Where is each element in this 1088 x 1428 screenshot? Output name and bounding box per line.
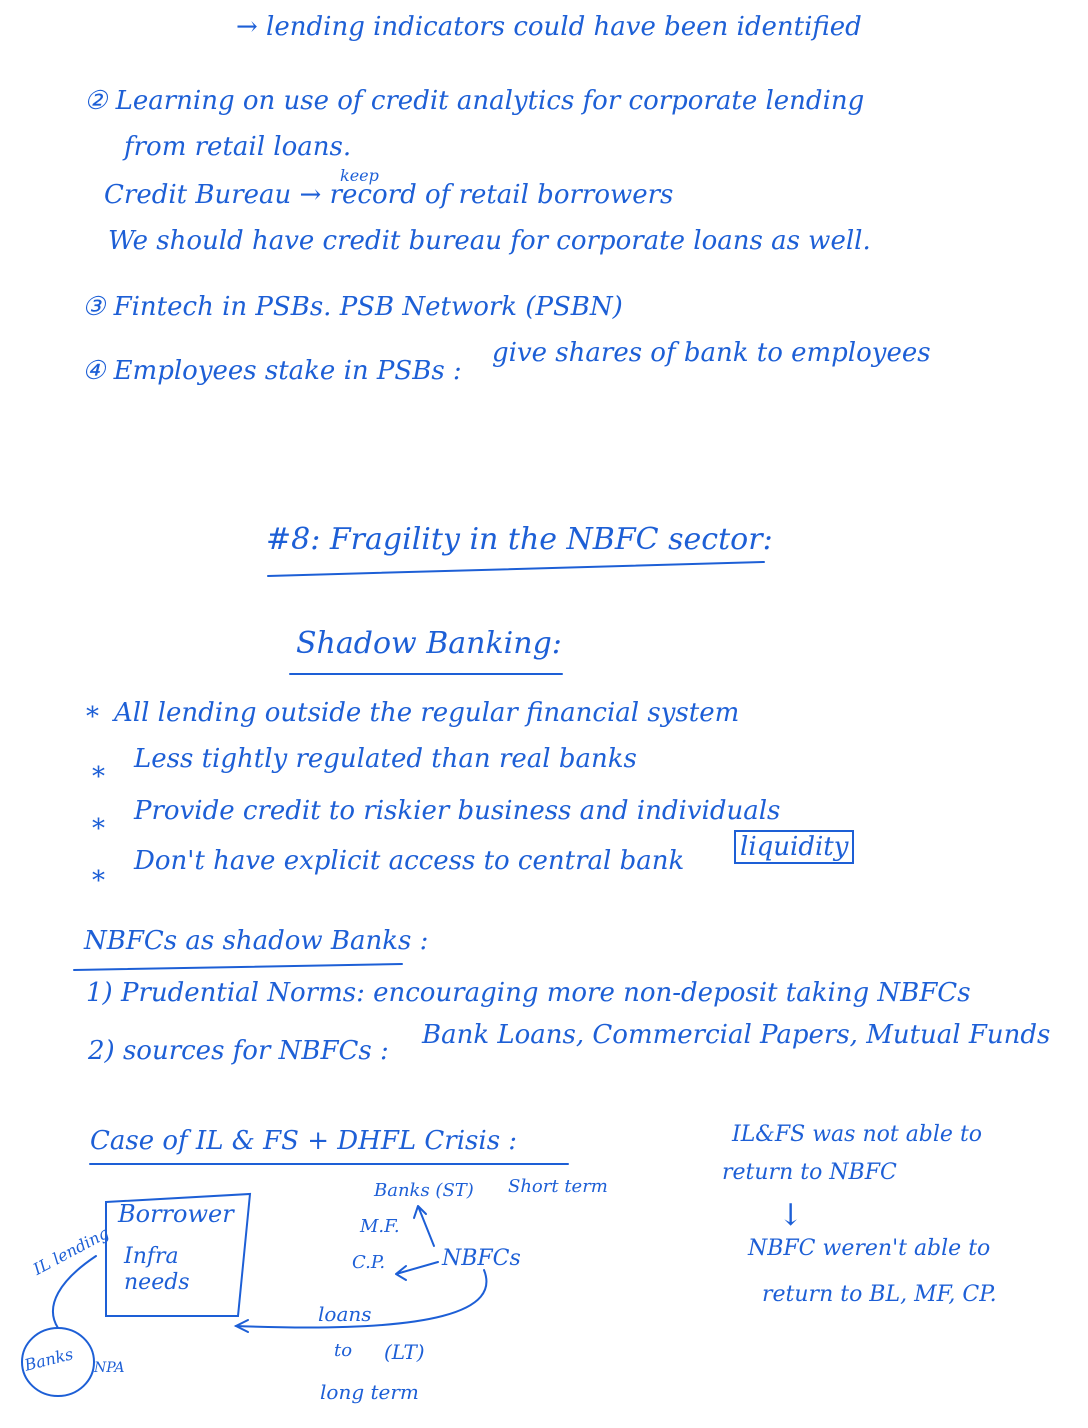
bullet-mark: * — [92, 762, 105, 792]
nbfc-point2-right: Bank Loans, Commercial Papers, Mutual Funds — [422, 1020, 1051, 1050]
note-credit-bureau: Credit Bureau → record of retail borrowers — [104, 180, 674, 210]
case-heading: Case of IL & FS + DHFL Crisis : — [90, 1126, 518, 1156]
nbfc-point2-left: 2) sources for NBFCs : — [88, 1036, 389, 1066]
diagram-nbfcs: NBFCs — [442, 1246, 521, 1271]
bullet-mark: * — [92, 814, 105, 844]
diagram-banks-circle-label: Banks — [22, 1344, 76, 1375]
diagram-infra: Infra — [124, 1244, 179, 1269]
diagram-lt: (LT) — [384, 1340, 425, 1364]
note-item2-line1: ② Learning on use of credit analytics for corporate lending — [84, 86, 865, 116]
nbfc-heading-underline — [74, 964, 402, 970]
note-item3: ③ Fintech in PSBs. PSB Network (PSBN) — [82, 292, 623, 322]
diagram-npa: NPA — [94, 1360, 125, 1376]
side-note-4: return to BL, MF, CP. — [762, 1282, 997, 1307]
diagram-short-term: Short term — [508, 1176, 608, 1197]
arrow-to-cp — [396, 1262, 438, 1280]
boxed-liquidity: liquidity — [734, 830, 854, 864]
down-arrow: ↓ — [778, 1198, 804, 1233]
bullet-item: Less tightly regulated than real banks — [134, 744, 637, 774]
note-keep: keep — [340, 166, 379, 185]
diagram-long-term: long term — [320, 1380, 419, 1404]
note-identified: → lending indicators could have been identified — [236, 12, 862, 42]
nbfc-heading: NBFCs as shadow Banks : — [84, 926, 429, 956]
side-note-3: NBFC weren't able to — [748, 1236, 991, 1261]
note-item2-line2: from retail loans. — [124, 132, 352, 162]
note-item4-left: ④ Employees stake in PSBs : — [82, 356, 462, 386]
diagram-cp: C.P. — [352, 1252, 386, 1273]
bullet-mark: * — [86, 702, 99, 732]
side-note-1: IL&FS was not able to — [732, 1122, 983, 1147]
diagram-mf: M.F. — [360, 1216, 400, 1237]
section8-heading: #8: Fragility in the NBFC sector: — [266, 522, 773, 557]
diagram-needs: needs — [124, 1270, 190, 1295]
nbfc-point1: 1) Prudential Norms: encouraging more non-deposit taking NBFCs — [86, 978, 971, 1008]
diagram-to: to — [334, 1340, 353, 1361]
side-note-2: return to NBFC — [722, 1160, 897, 1185]
note-bureau-corporate: We should have credit bureau for corporate loans as well. — [108, 226, 871, 256]
note-item4-right: give shares of bank to employees — [492, 338, 931, 368]
diagram-borrower: Borrower — [118, 1200, 234, 1228]
diagram-loans: loans — [318, 1302, 372, 1326]
diagram-banks-st: Banks (ST) — [374, 1180, 474, 1201]
diagram-il-lending: IL lending — [30, 1223, 113, 1279]
section8-subheading: Shadow Banking: — [296, 626, 562, 661]
bullet-item: Don't have explicit access to central bank — [134, 846, 685, 876]
arrow-to-banks — [414, 1206, 434, 1246]
bullet-mark: * — [92, 866, 105, 896]
bullet-item: Provide credit to riskier business and individuals — [134, 796, 781, 826]
bullet-item: All lending outside the regular financial system — [114, 698, 740, 728]
heading-underline — [268, 562, 764, 576]
loans-arrowhead — [236, 1320, 248, 1332]
